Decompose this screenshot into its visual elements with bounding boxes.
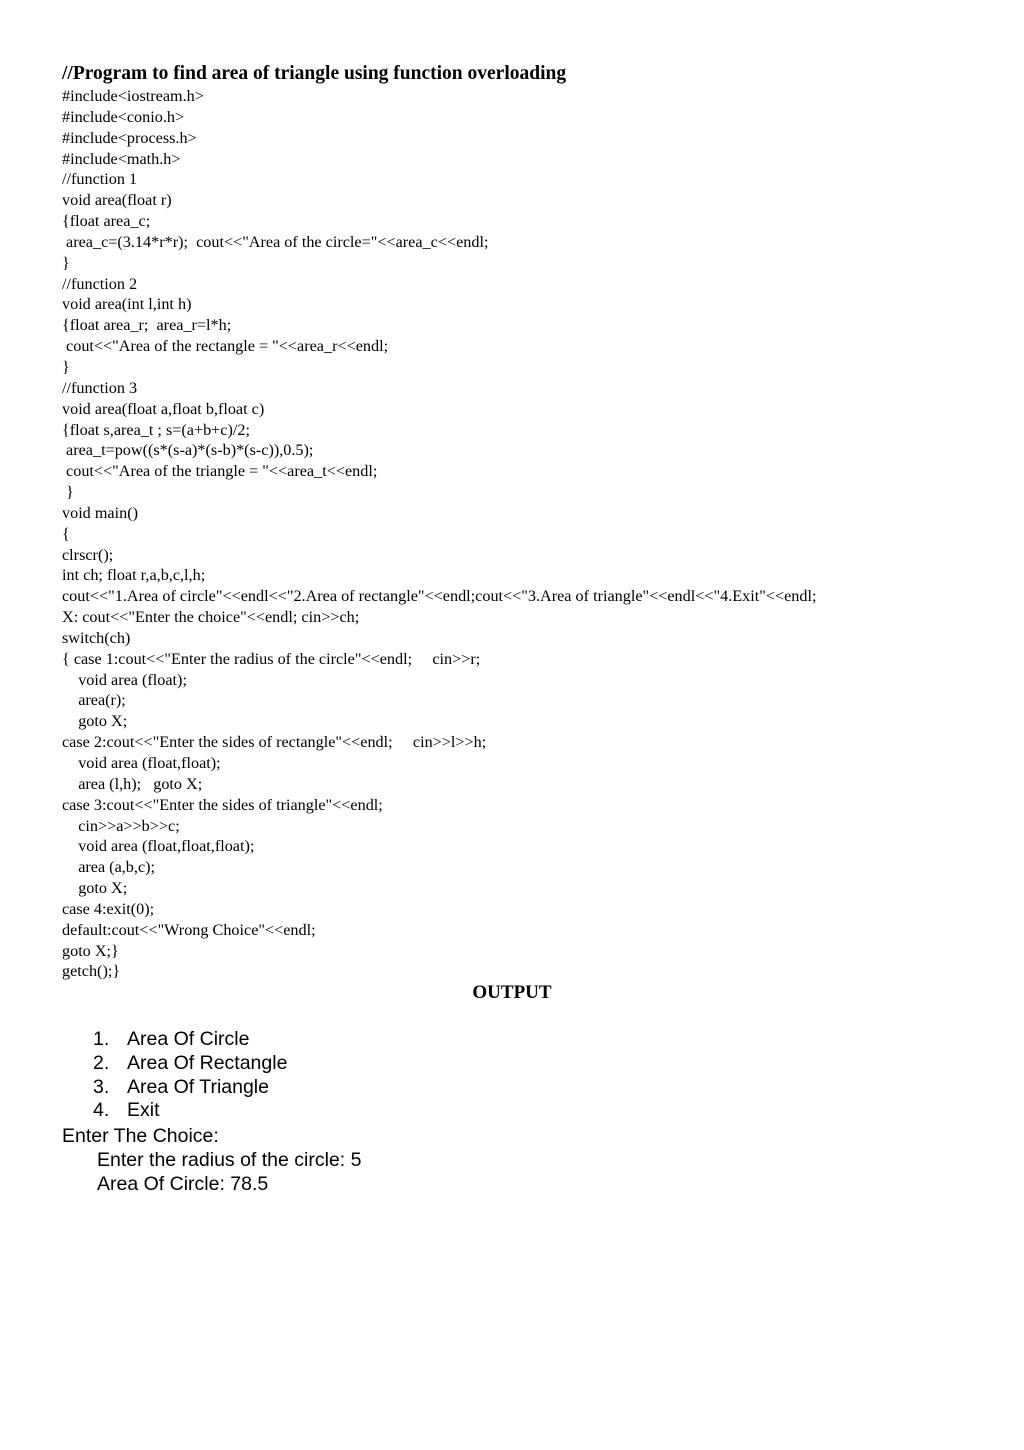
program-title: //Program to find area of triangle using function overloading: [62, 63, 567, 84]
code-line: area (l,h); goto X;: [62, 774, 203, 793]
menu-item: [90, 1052, 287, 1076]
code-line: default:cout<<"Wrong Choice"<<endl;: [62, 920, 316, 939]
code-line: #include<iostream.h>: [62, 87, 204, 105]
code-line: goto X;}: [62, 941, 119, 960]
code-line: area (a,b,c);: [62, 858, 156, 877]
menu-item-number: 3.: [93, 1075, 110, 1098]
code-line: cout<<"1.Area of circle"<<endl<<"2.Area of rectangle"<<endl;cout<<"3.Area of triangle"<<endl<<"4.Exit"<<endl;: [62, 587, 817, 606]
code-line: {float area_c;: [62, 212, 151, 231]
code-line: void area (float,float);: [62, 754, 221, 772]
code-line: area_c=(3.14*r*r); cout<<"Area of the circle="<<area_c<<endl;: [62, 232, 489, 251]
code-line: {: [62, 524, 70, 543]
code-line: case 3:cout<<"Enter the sides of triangle"<<endl;: [62, 795, 383, 814]
menu-item-number: 1.: [93, 1028, 110, 1050]
code-line: //function 3: [62, 378, 138, 397]
code-line: getch();}: [62, 962, 121, 981]
code-line: int ch; float r,a,b,c,l,h;: [62, 566, 206, 585]
output-heading: OUTPUT: [472, 982, 552, 1003]
menu-item-label: Area Of Rectangle: [127, 1051, 288, 1074]
menu-item: [90, 1028, 287, 1052]
menu-item: [90, 1076, 287, 1100]
code-line: void area(float a,float b,float c): [62, 399, 265, 418]
code-line: //function 2: [62, 274, 138, 293]
code-line: {float s,area_t ; s=(a+b+c)/2;: [62, 420, 250, 439]
code-line: #include<math.h>: [62, 149, 181, 168]
code-line: #include<conio.h>: [62, 107, 185, 126]
code-line: void area(float r): [62, 191, 172, 210]
code-line: cout<<"Area of the rectangle = "<<area_r<<endl;: [62, 337, 389, 356]
output-menu-list: [90, 1028, 287, 1123]
code-line: X: cout<<"Enter the choice"<<endl; cin>>ch;: [62, 608, 360, 627]
result-line: Enter the radius of the circle: 5: [97, 1149, 362, 1171]
code-line: case 2:cout<<"Enter the sides of rectangle"<<endl; cin>>l>>h;: [62, 733, 487, 752]
result-line: Area Of Circle: 78.5: [97, 1173, 269, 1195]
code-line: }: [62, 357, 70, 376]
code-listing: [62, 86, 816, 982]
code-line: void area(int l,int h): [62, 295, 192, 314]
code-line: void main(): [62, 503, 138, 522]
code-line: #include<process.h>: [62, 128, 197, 147]
code-line: }: [62, 253, 70, 272]
output-results: [97, 1148, 361, 1196]
choice-prompt: Enter The Choice:: [62, 1125, 219, 1147]
menu-item-number: 4.: [93, 1099, 110, 1122]
menu-item-label: Exit: [127, 1099, 160, 1122]
code-line: {float area_r; area_r=l*h;: [62, 316, 232, 335]
code-line: goto X;: [62, 712, 128, 731]
code-line: { case 1:cout<<"Enter the radius of the circle"<<endl; cin>>r;: [62, 649, 481, 668]
code-line: cout<<"Area of the triangle = "<<area_t<<endl;: [62, 462, 378, 481]
code-line: void area (float);: [62, 670, 187, 689]
code-line: case 4:exit(0);: [62, 899, 155, 918]
code-line: clrscr();: [62, 545, 114, 564]
code-line: }: [62, 483, 74, 502]
code-line: //function 1: [62, 170, 138, 189]
code-line: cin>>a>>b>>c;: [62, 816, 180, 835]
menu-item-label: Area Of Triangle: [127, 1075, 269, 1098]
code-line: area(r);: [62, 691, 126, 710]
menu-item-label: Area Of Circle: [127, 1028, 250, 1050]
code-line: void area (float,float,float);: [62, 837, 255, 856]
menu-item: [90, 1099, 287, 1123]
code-line: goto X;: [62, 879, 128, 898]
menu-item-number: 2.: [93, 1051, 110, 1074]
code-line: switch(ch): [62, 628, 131, 647]
code-line: area_t=pow((s*(s-a)*(s-b)*(s-c)),0.5);: [62, 441, 314, 460]
